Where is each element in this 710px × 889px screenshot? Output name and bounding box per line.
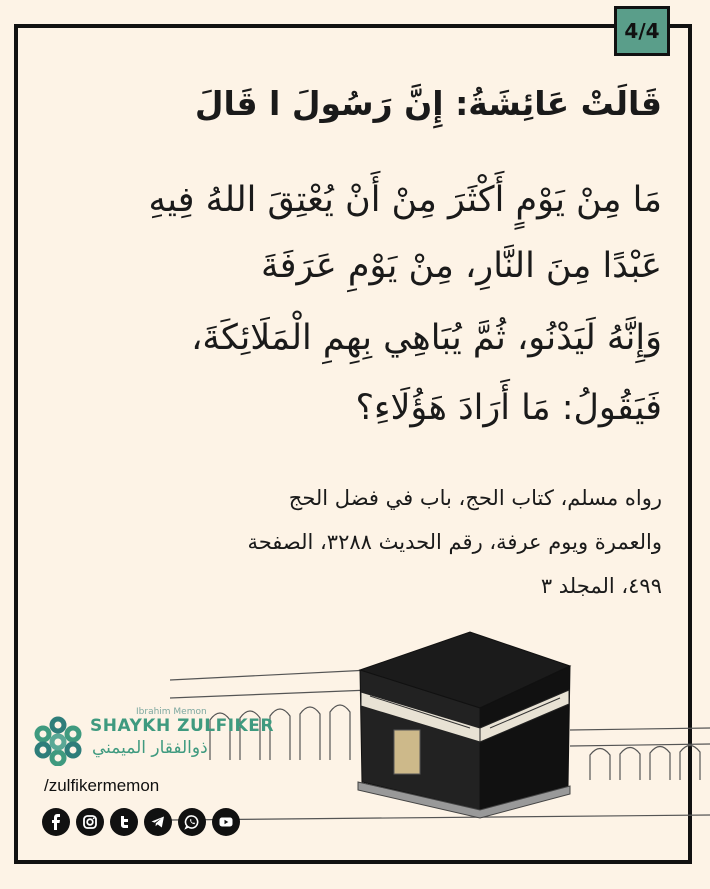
instagram-icon[interactable] [76,808,104,836]
brand-logo-icon [34,716,82,766]
whatsapp-icon[interactable] [178,808,206,836]
brand-name: SHAYKH ZULFIKER [90,716,274,736]
social-handle: /zulfikermemon [44,776,160,795]
telegram-icon[interactable] [144,808,172,836]
hadith-line-1: مَا مِنْ يَوْمٍ أَكْثَرَ مِنْ أَنْ يُعْتِقَ اللهُ فِيهِ [148,180,662,220]
citation-line-3: ٤٩٩، المجلد ٣ [540,574,662,598]
twitter-icon[interactable] [110,808,138,836]
brand-subtitle: Ibrahim Memon [136,707,207,717]
citation-line-1: رواه مسلم، كتاب الحج، باب في فضل الحج [288,486,662,510]
hadith-line-3: وَإِنَّهُ لَيَدْنُو، ثُمَّ يُبَاهِي بِهِمِ الْمَلَائِكَةَ، [191,318,662,358]
brand-name-arabic: ذوالفقار الميمني [92,738,208,758]
hadith-citation [102,476,662,608]
youtube-icon[interactable] [212,808,240,836]
hadith-heading: قَالَتْ عَائِشَةُ: إِنَّ رَسُولَ ا قَالَ [194,84,662,123]
page-indicator: 4/4 [614,6,670,56]
facebook-icon[interactable] [42,808,70,836]
social-icons [42,808,240,836]
hadith-line-4: فَيَقُولُ: مَا أَرَادَ هَؤُلَاءِ؟ [355,388,662,428]
hadith-line-2: عَبْدًا مِنَ النَّارِ، مِنْ يَوْمِ عَرَفَةَ [261,246,662,286]
citation-line-2: والعمرة ويوم عرفة، رقم الحديث ٣٢٨٨، الصفحة [247,530,662,554]
